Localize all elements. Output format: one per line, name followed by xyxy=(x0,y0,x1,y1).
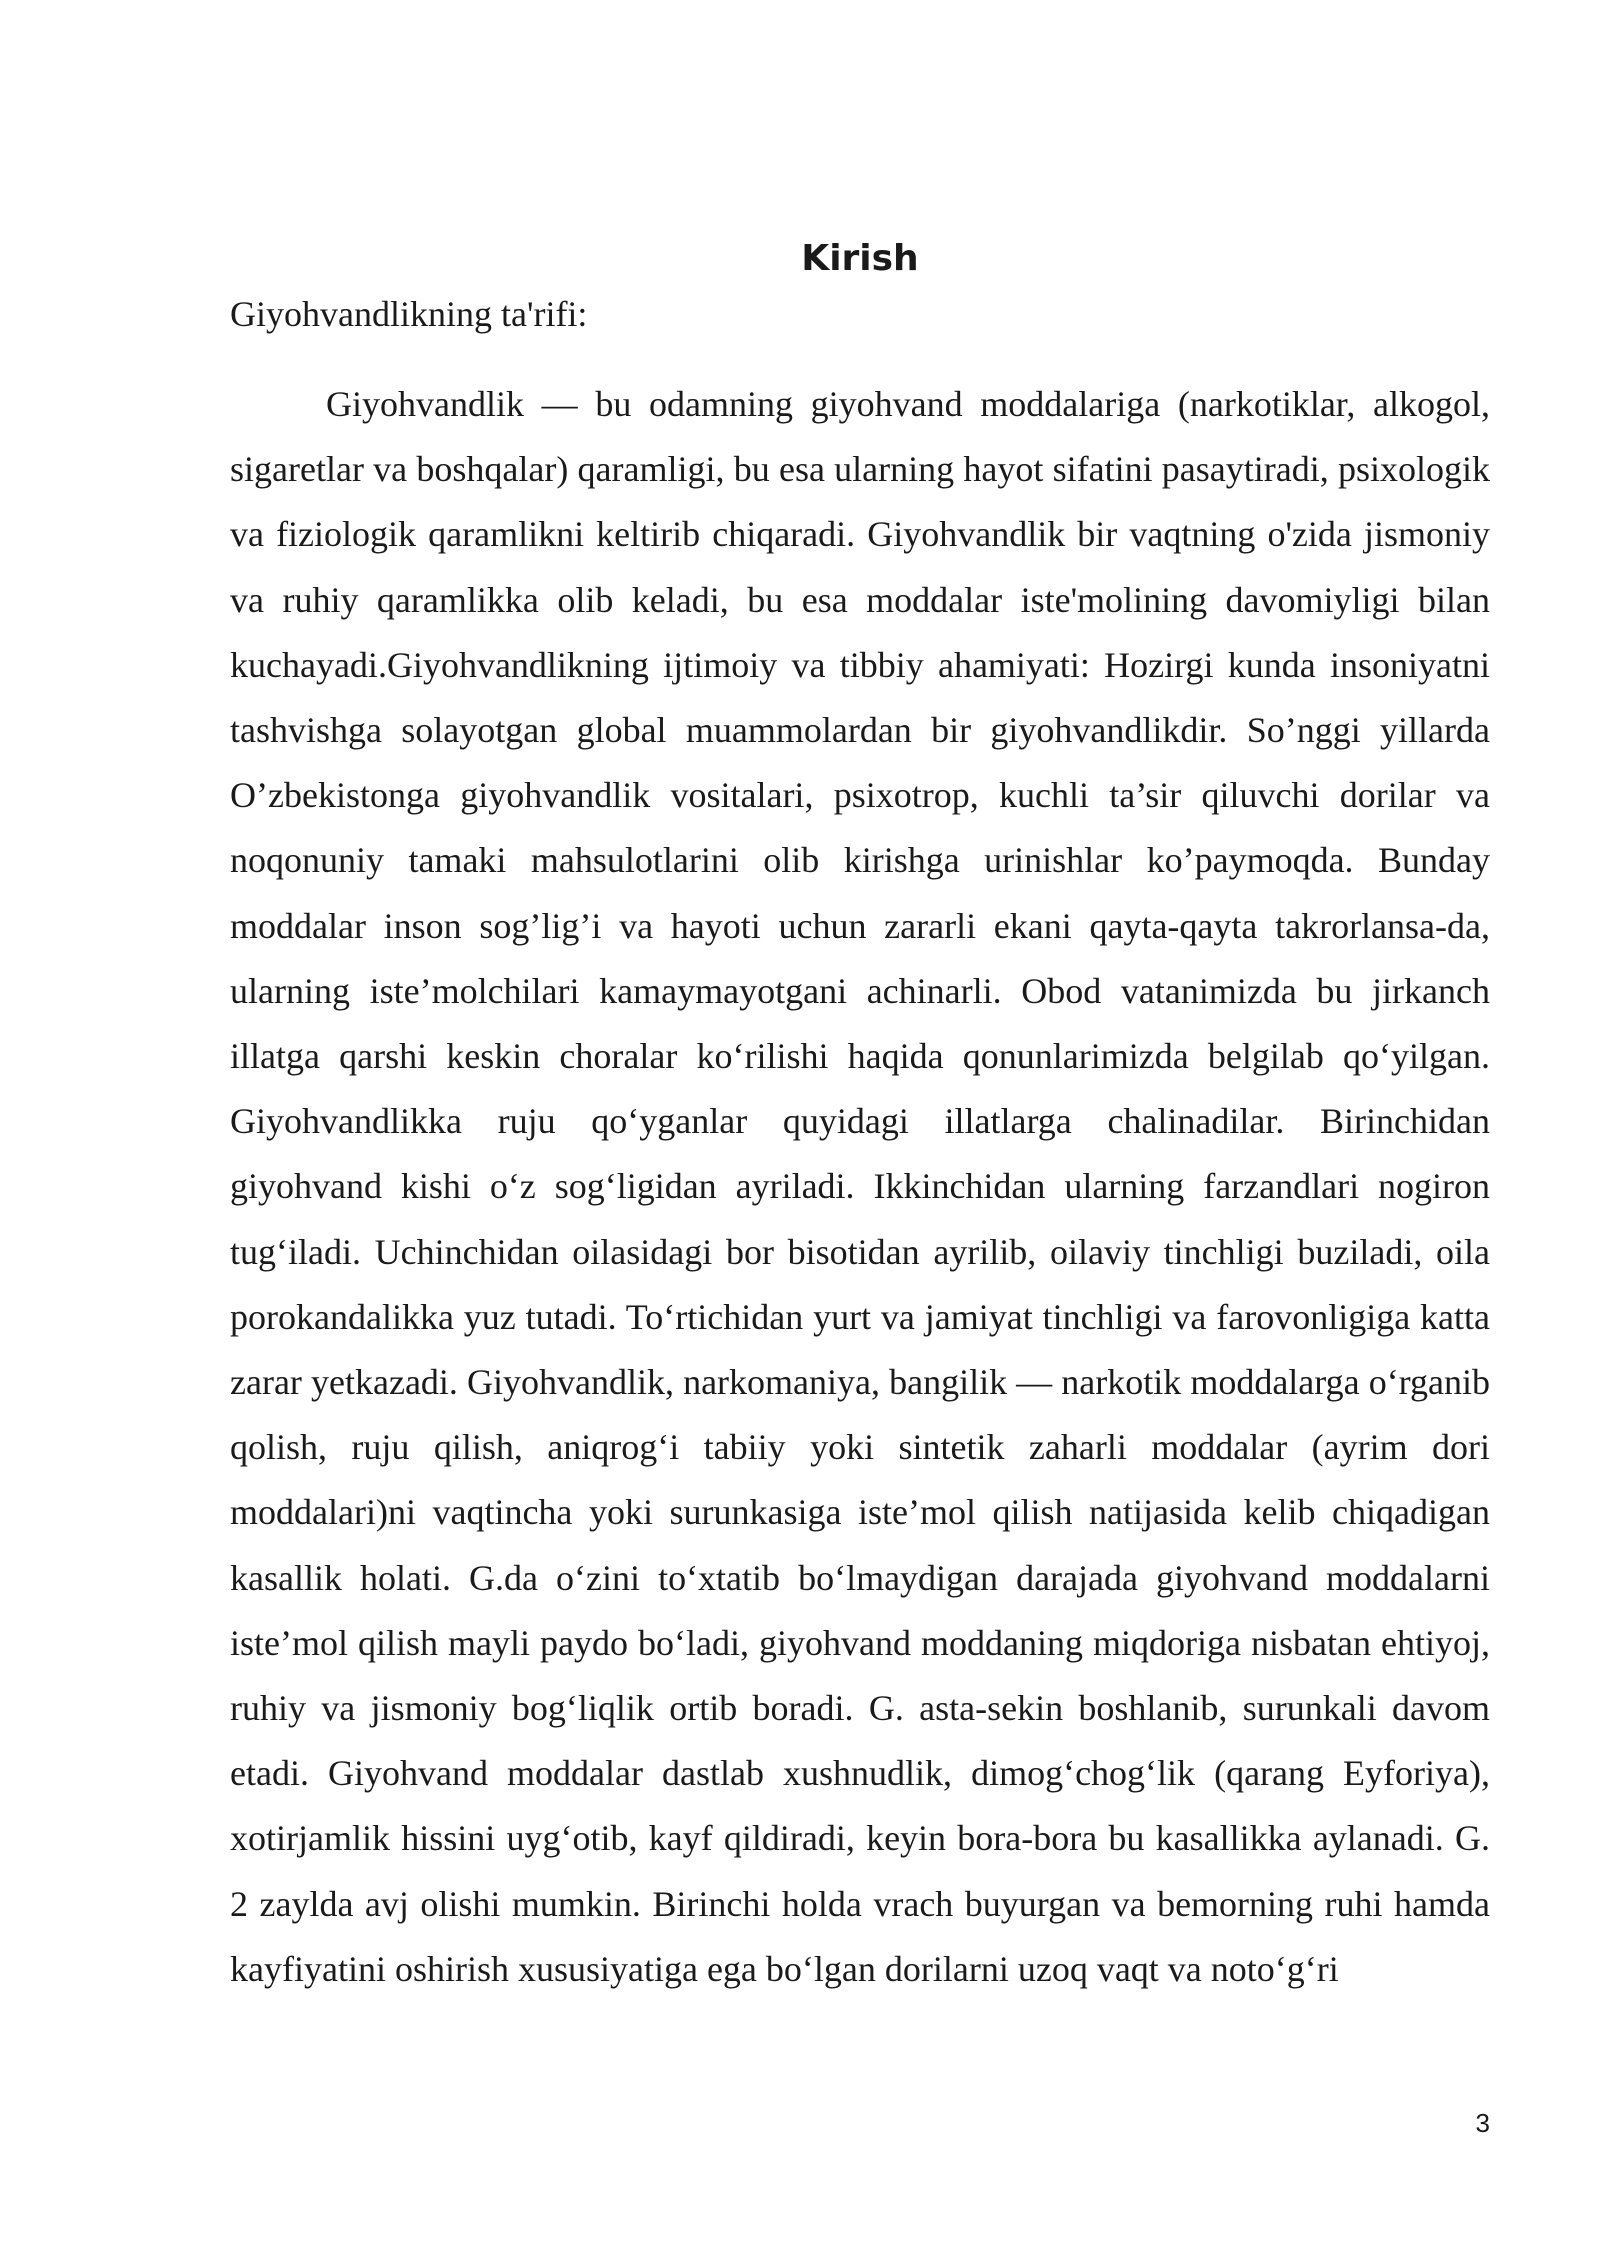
page-number: 3 xyxy=(1475,2108,1490,2138)
definition-heading: Giyohvandlikning ta'rifi: xyxy=(230,294,588,334)
body-paragraph: Giyohvandlik — bu odamning giyohvand moddalariga (narkotiklar, alkogol, sigaretlar va boshqalar) qaramligi, bu esa ularning hayot sifatini pasaytiradi, psixologik va fiziologik qaramlikni keltirib chiqaradi. Giyohvandlik bir vaqtning o'zida jismoniy va ruhiy qaramlikka olib keladi, bu esa moddalar iste'molining davomiyligi bilan kuchayadi.Giyohvandlikning ijtimoiy va tibbiy ahamiyati: Hozirgi kunda insoniyatni tashvishga solayotgan global muammolardan bir giyohvandlikdir. So’nggi yillarda O’zbekistonga giyohvandlik vositalari, psixotrop, kuchli ta’sir qiluvchi dorilar va noqonuniy tamaki mahsulotlarini olib kirishga urinishlar ko’paymoqda. Bunday moddalar inson sog’lig’i va hayoti uchun zararli ekani qayta-qayta takrorlansa-da, ularning iste’molchilari kamaymayotgani achinarli. Obod vatanimizda bu jirkanch illatga qarshi keskin choralar koʻrilishi haqida qonunlarimizda belgilab qoʻyilgan. Giyohvandlikka ruju qoʻyganlar quyidagi illatlarga chalinadilar. Birinchidan giyohvand kishi oʻz sogʻligidan ayriladi. Ikkinchidan ularning farzandlari nogiron tugʻiladi. Uchinchidan oilasidagi bor bisotidan ayrilib, oilaviy tinchligi buziladi, oila porokandalikka yuz tutadi. Toʻrtichidan yurt va jamiyat tinchligi va farovonligiga katta zarar yetkazadi. Giyohvandlik, narkomaniya, bangilik — narkotik moddalarga oʻrganib qolish, ruju qilish, aniqrogʻi tabiiy yoki sintetik zaharli moddalar (ayrim dori moddalari)ni vaqtincha yoki surunkasiga iste’mol qilish natijasida kelib chiqadigan kasallik holati. G.da oʻzini toʻxtatib boʻlmaydigan darajada giyohvand moddalarni iste’mol qilish mayli paydo boʻladi, giyohvand moddaning miqdoriga nisbatan ehtiyoj, ruhiy va jismoniy bogʻliqlik ortib boradi. G. asta-sekin boshlanib, surunkali davom etadi. Giyohvand moddalar dastlab xushnudlik, dimogʻchogʻlik (qarang Eyforiya), xotirjamlik hissini uygʻotib, kayf qildiradi, keyin bora-bora bu kasallikka aylanadi. G. 2 zaylda avj olishi mumkin. Birinchi holda vrach buyurgan va bemorning ruhi hamda kayfiyatini oshirish xususiyatiga ega boʻlgan dorilarni uzoq vaqt va notoʻgʻri xyxy=(230,384,1490,1989)
section-title: Kirish xyxy=(801,238,919,279)
